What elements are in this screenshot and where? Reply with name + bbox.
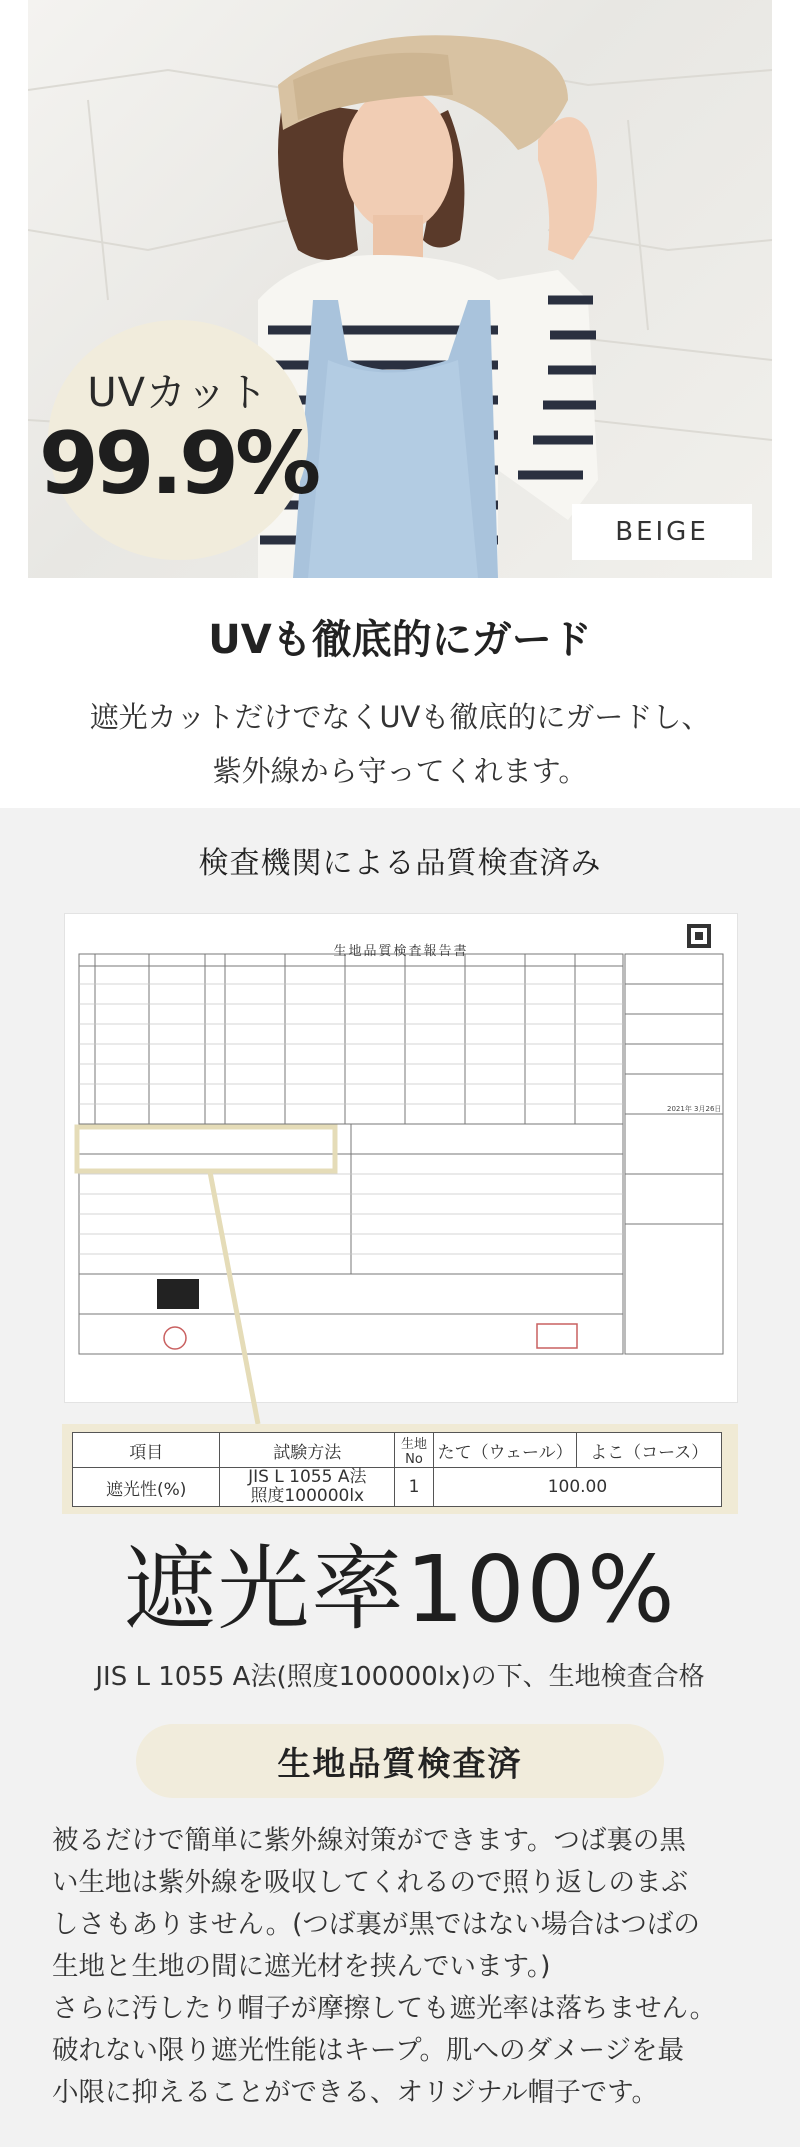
col-header-course: よこ（コース） [577,1433,722,1468]
product-description [52,1820,752,2114]
description-line: い生地は紫外線を吸収してくれるので照り返しのまぶ [52,1867,688,1898]
test-standard-note: JIS L 1055 A法(照度100000lx)の下、生地検査合格 [95,1662,705,1692]
result-value-cell: 100.00 [433,1468,721,1507]
uv-cut-label: UVカット [87,369,269,416]
test-method-line: JIS L 1055 A法 [248,1467,367,1487]
col-header-item: 項目 [73,1433,220,1468]
report-title: 生地品質検査報告書 [333,944,469,959]
description-line: 小限に抑えることができる、オリジナル帽子です。 [52,2077,659,2108]
light-blocking-rate-title: 遮光率100% [123,1536,677,1643]
hero-photo [28,0,772,578]
uv-cut-badge [38,320,318,560]
report-date: 2021年 3月26日 [667,1105,722,1113]
quality-tested-badge: 生地品質検査済 [136,1724,664,1798]
uv-cut-percent: 99.9% [38,413,318,514]
description-line: 破れない限り遮光性能はキープ。肌へのダメージを最 [52,2035,685,2066]
lead-line: 紫外線から守ってくれます。 [212,754,588,788]
lead-line: 遮光カットだけでなくUVも徹底的にガードし、 [89,700,711,734]
report-table-illustration [65,914,737,1402]
col-header-sample-no: 生地No [395,1433,434,1468]
color-tag: BEIGE [572,504,752,560]
description-line: 生地と生地の間に遮光材を挟んでいます。) [52,1951,551,1982]
zoomed-result-table [62,1424,738,1514]
row-label-light-blocking: 遮光性(%) [73,1468,220,1507]
sample-no-cell: 1 [395,1468,434,1507]
col-header-wale: たて（ウェール） [433,1433,577,1468]
test-method-cell [220,1468,395,1507]
test-method-line: 照度100000lx [250,1486,365,1506]
col-header-method: 試験方法 [220,1433,395,1468]
inspection-heading: 検査機関による品質検査済み [198,846,602,881]
uv-guard-heading: UVも徹底的にガード [208,617,592,663]
inspection-report-image [64,913,738,1403]
description-line: 被るだけで簡単に紫外線対策ができます。つば裏の黒 [52,1825,686,1856]
uv-guard-description [0,690,800,798]
description-line: さらに汚したり帽子が摩擦しても遮光率は落ちません。 [52,1993,717,2024]
description-line: しさもありません。(つば裏が黒ではない場合はつばの [52,1909,700,1940]
